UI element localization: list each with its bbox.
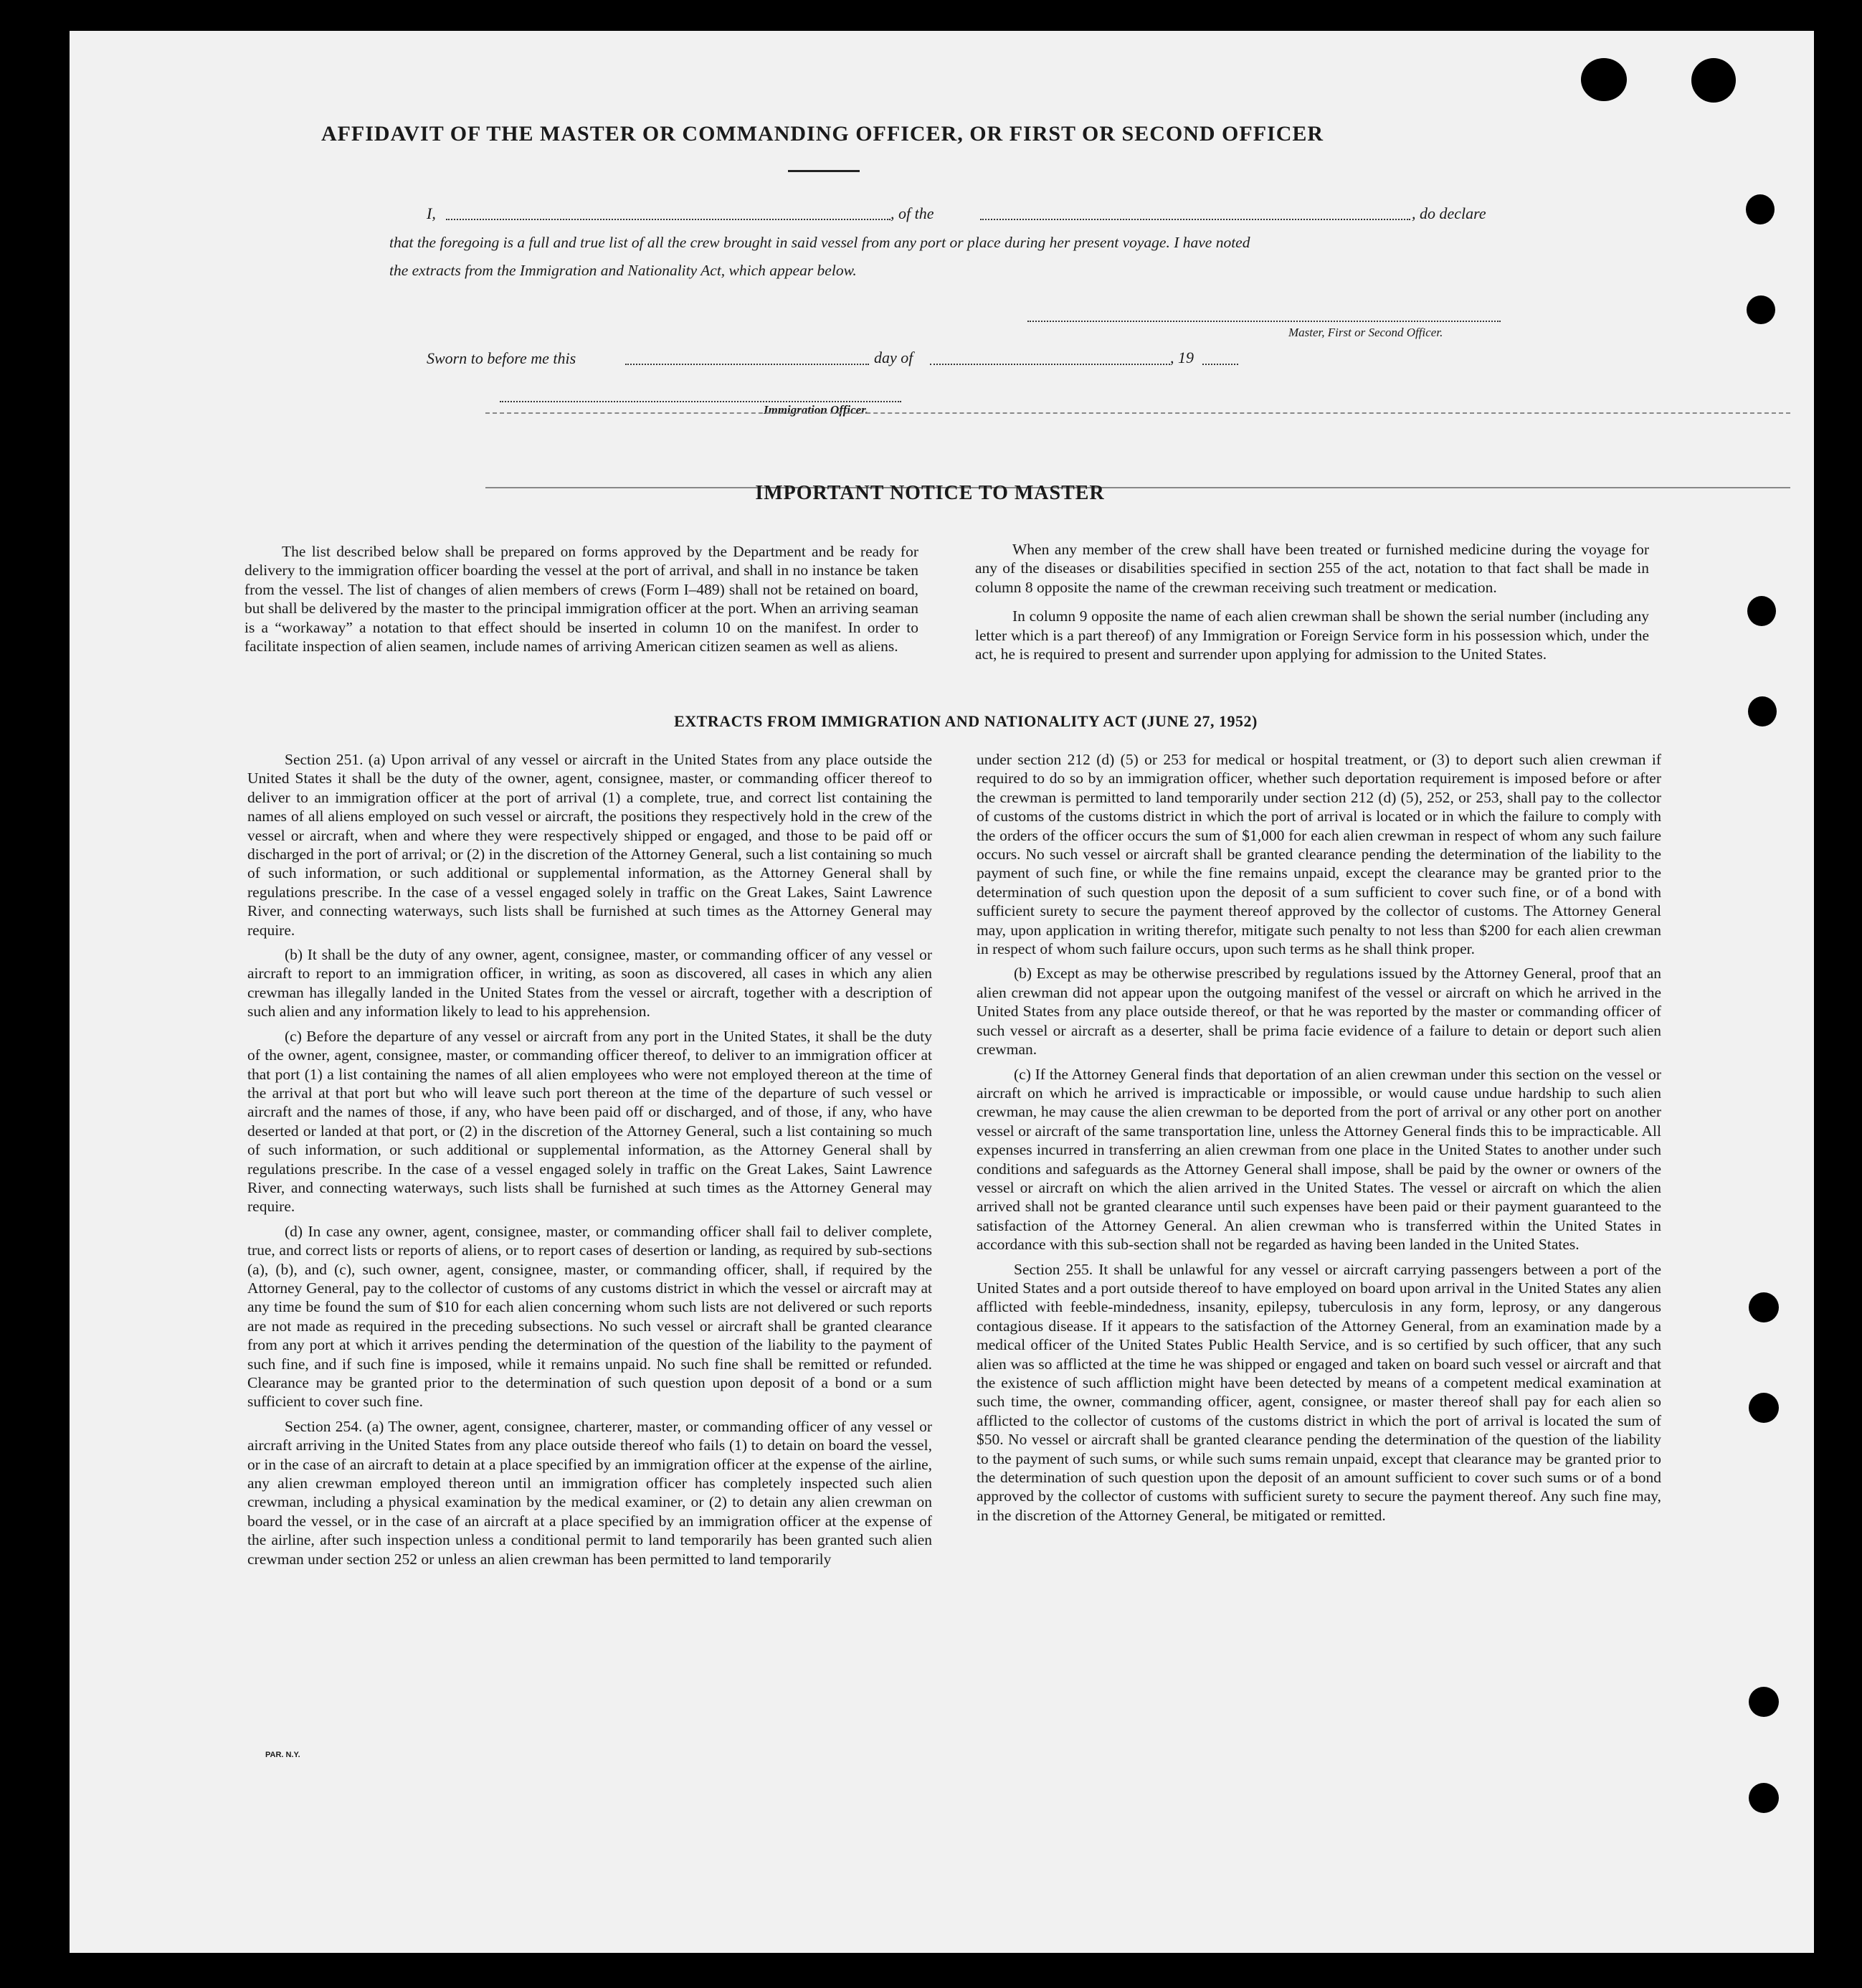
name-field[interactable]: [446, 219, 890, 220]
i-label: I,: [427, 204, 436, 222]
divider: [485, 412, 1790, 414]
section-251-c: (c) Before the departure of any vessel or aircraft from any port in the United States, it shall be the duty of the owner, agent, consignee, master, or commanding officer thereof, to deliver to an immigration officer at that port (1) a list containing the names of all alien employees who were not employed thereon at the time of the arrival at that port but who will leave such port thereon at the time of the departure of such vessel or aircraft and the names of those, if any, who have been paid off or discharged, and of those, if any, who have deserted or landed at that port, or (2) in the discretion of the Attorney General, such a list containing so much of such information, or such additional or supplemental information, as the Attorney General shall by regulations prescribe. In the case of a vessel engaged solely in traffic on the Great Lakes, Saint Lawrence River, and connecting waterways, such lists shall be furnished at such times as the Attorney General may require.: [247, 1027, 932, 1216]
section-251-a: Section 251. (a) Upon arrival of any vessel or aircraft in the United States from any place outside the United States it shall be the duty of the owner, agent, consignee, master, or commanding officer thereof to deliver to an immigration officer at the port of arrival (1) a complete, true, and correct list containing the names of all aliens employed on such vessel or aircraft, the positions they respectively hold in the crew of the vessel or aircraft, when and where they were respectively shipped or engaged, and those to be paid off or discharged in the port of arrival; or (2) in the discretion of the Attorney General, such a list containing so much of such information, or such additional or supplemental information, as the Attorney General shall by regulations prescribe. In the case of a vessel engaged solely in traffic on the Great Lakes, Saint Lawrence River, and connecting waterways, such lists shall be furnished at such times as the Attorney General may require.: [247, 751, 932, 939]
notice-title: IMPORTANT NOTICE TO MASTER: [755, 482, 1105, 504]
notice-left-paragraph: The list described below shall be prepared on forms approved by the Department and be ready for delivery to the immigration officer boarding the vessel at the port of arrival, and shall in no instance be taken from the vessel. The list of changes of alien members of crews (Form I–489) shall not be retained on board, but shall be delivered by the master to the principal immigration officer at the port. When an arriving seaman is a “workaway” a notation to that effect should be inserted in column 10 on the manifest. In order to facilitate inspection of alien seamen, include names of arriving American citizen seamen as well as aliens.: [244, 543, 918, 655]
sworn-label: Sworn to before me this: [427, 349, 576, 367]
do-declare-label: , do declare: [1412, 204, 1486, 222]
section-255: Section 255. It shall be unlawful for any vessel or aircraft carrying passengers between a port of the United States and a port outside thereof to have employed on board upon arrival in the United States any alien afflicted with feeble-mindedness, insanity, epilepsy, tuberculosis in any form, leprosy, or any dangerous contagious disease. If it appears to the satisfaction of the Attorney General, from an examination made by a medical officer of the United States Public Health Service, and is so certified by such officer, that any such alien was so afflicted at the time he was shipped or engaged and taken on board such vessel or aircraft and that the existence of such affliction might have been detected by means of a competent medical examination at such time, the owner, commanding officer, agent, consignee, or master thereof shall pay for each alien so afflicted to the collector of customs of the customs district in which the port of arrival is located the sum of $50. No vessel or aircraft shall be granted clearance pending the determination of the question of the liability to the payment of such sums, or while such sums remain unpaid, except that clearance may be granted prior to the determination of such question upon the deposit of an amount sufficient to cover such sums or of a bond approved by the collector of customs with sufficient surety to secure the payment thereof. Any such fine may, in the discretion of the Attorney General, be mitigated or remitted.: [977, 1260, 1661, 1524]
year-label: , 19: [1170, 349, 1194, 366]
punch-hole: [1749, 1687, 1779, 1717]
sworn-month-field[interactable]: [930, 364, 1170, 365]
punch-hole: [1746, 194, 1775, 224]
vessel-field[interactable]: [980, 219, 1410, 220]
punch-hole: [1749, 1292, 1779, 1322]
punch-hole: [1749, 1393, 1779, 1423]
punch-hole: [1747, 295, 1775, 324]
signature-caption: Master, First or Second Officer.: [1288, 326, 1443, 339]
section-254-c: (c) If the Attorney General finds that deportation of an alien crewman under this section on the vessel or aircraft on which he arrived is impracticable or impossible, or would cause undue hardship to such alien crewman, he may cause the alien crewman to be deported from the port of arrival or any other port on another vessel or aircraft of the same transportation line, unless the Attorney General finds this to be impracticable. All expenses incurred in transferring an alien crewman from one place in the United States to another under such conditions and safeguards as the Attorney General shall impose, shall be paid by the owner or owners of the vessel or aircraft on which the alien arrived in the United States. The vessel or aircraft on which the alien arrived shall not be granted clearance until such expenses have been paid or their payment guaranteed to the satisfaction of the Attorney General. An alien crewman who is transferred within the United States in accordance with this sub-section shall not be regarded as having been landed in the United States.: [977, 1065, 1661, 1254]
sworn-day-field[interactable]: [625, 364, 869, 365]
affidavit-statement-line2: the extracts from the Immigration and Nationality Act, which appear below.: [389, 262, 857, 279]
affidavit-title: AFFIDAVIT OF THE MASTER OR COMMANDING OFFICER, OR FIRST OR SECOND OFFICER: [320, 122, 1324, 146]
notice-left-column: [244, 542, 918, 661]
notice-right-column: [975, 540, 1649, 669]
extracts-left-column: [247, 750, 932, 1574]
extracts-right-column: [977, 750, 1661, 1530]
printer-mark: PAR. N.Y.: [265, 1751, 300, 1759]
title-underline: [788, 170, 860, 172]
punch-hole: [1749, 1783, 1779, 1813]
officer-signature-field[interactable]: [500, 401, 901, 402]
section-251-b: (b) It shall be the duty of any owner, agent, consignee, master, or commanding officer of any vessel or aircraft to report to an immigration officer, in writing, as soon as discovered, all cases in which any alien crewman has illegally landed in the United States from the vessel or aircraft, together with a description of such alien and any information likely to lead to his apprehension.: [247, 946, 932, 1021]
extracts-title: EXTRACTS FROM IMMIGRATION AND NATIONALITY ACT (JUNE 27, 1952): [674, 712, 1258, 730]
sworn-year-field[interactable]: [1202, 364, 1238, 365]
section-254-a-continued: under section 212 (d) (5) or 253 for medical or hospital treatment, or (3) to deport such alien crewman if required to do so by an immigration officer, whether such deportation requirement is imposed before or after the crewman is permitted to land temporarily under section 212 (d) (5), 252, or 253, shall pay to the collector of customs of the customs district in which the port of arrival is located or in which the failure to comply with the orders of the officer occurs the sum of $1,000 for each alien crewman in respect of whom any such failure occurs. No such vessel or aircraft shall be granted clearance pending the determination of the liability to the payment of such fine, or while the fine remains unpaid, except the clearance may be granted prior to the determination of such question upon the deposit of a sum sufficient to cover such fine, or of a bond with sufficient surety to secure the payment thereof approved by the collector of customs. The Attorney General may, upon application in writing therefor, mitigate such penalty to not less than $200 for each alien crewman in respect of whom such failure occurs, upon such terms as he shall think proper.: [977, 751, 1661, 958]
punch-hole: [1748, 696, 1777, 726]
punch-hole: [1747, 596, 1776, 626]
notice-right-paragraph-2: In column 9 opposite the name of each alien crewman shall be shown the serial number (including any letter which is a part thereof) of any Immigration or Foreign Service form in his possession which, under the act, he is required to present and surrender upon applying for admission to the United States.: [975, 607, 1649, 663]
punch-hole: [1581, 58, 1627, 101]
section-254-b: (b) Except as may be otherwise prescribed by regulations issued by the Attorney General, proof that an alien crewman did not appear upon the outgoing manifest of the vessel or aircraft on which he arrived in the United States from any place outside thereof, or that he was reported by the master or commanding officer of such vessel or aircraft as a deserter, shall be prima facie evidence of a failure to detain or deport such alien crewman.: [977, 965, 1661, 1059]
section-254-a: Section 254. (a) The owner, agent, consignee, charterer, master, or commanding officer of any vessel or aircraft arriving in the United States from any place outside thereof who fails (1) to detain on board the vessel, or in the case of an aircraft to detain at a place specified by an immigration officer at the expense of the airline, any alien crewman employed thereon until an immigration officer has completely inspected such alien crewman, including a physical examination by the medical examiner, or (2) to detain any alien crewman on board the vessel, or in the case of an aircraft at a place specified by an immigration officer at the expense of the airline, after such inspection unless a conditional permit to land temporarily has been granted such alien crewman under section 252 or unless an alien crewman has been permitted to land temporarily: [247, 1417, 932, 1568]
notice-right-paragraph-1: When any member of the crew shall have been treated or furnished medicine during the voyage for any of the diseases or disabilities specified in section 255 of the act, notation to that fact shall be made in column 8 opposite the name of the crewman receiving such treatment or medication.: [975, 541, 1649, 596]
form-page: [70, 31, 1814, 1953]
of-the-label: , of the: [890, 204, 934, 222]
signature-field[interactable]: [1027, 321, 1501, 322]
section-251-d: (d) In case any owner, agent, consignee, master, or commanding officer shall fail to deliver complete, true, and correct lists or reports of aliens, or to report cases of desertion or landing, as required by sub-sections (a), (b), and (c), such owner, agent, consignee, master, or commanding officer, shall, if required by the Attorney General, pay to the collector of customs of any customs district in which the vessel or aircraft may at any time be found the sum of $10 for each alien concerning whom such lists are not delivered or such reports are not made as required in the preceding subsections. No such vessel or aircraft shall be granted clearance from any port at which it arrives pending the determination of the question of the liability to the payment of such fine, and if such fine is imposed, while it remains unpaid. No such fine shall be remitted or refunded. Clearance may be granted prior to the determination of such question upon deposit of a bond or a sum sufficient to cover such fine.: [247, 1222, 932, 1411]
punch-hole: [1691, 58, 1736, 103]
day-of-label: day of: [874, 349, 913, 366]
affidavit-statement-line1: that the foregoing is a full and true list of all the crew brought in said vessel from any port or place during her present voyage. I have noted: [389, 234, 1250, 251]
officer-caption: Immigration Officer.: [764, 403, 869, 417]
